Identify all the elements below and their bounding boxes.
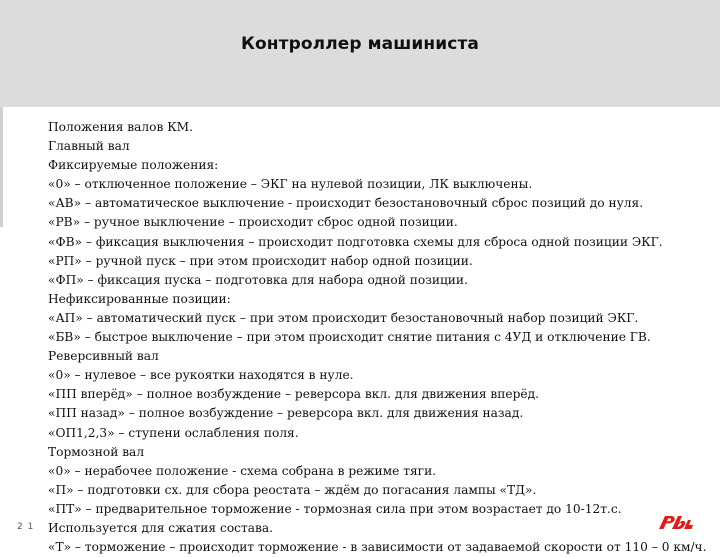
body-line: «ФП» – фиксация пуска – подготовка для набора одной позиции. (48, 272, 468, 287)
body-line: «РП» – ручной пуск – при этом происходит набор одной позиции. (48, 253, 473, 268)
body-line: Реверсивный вал (48, 349, 159, 364)
body-line: «ПП назад» – полное возбуждение – реверсора вкл. для движения назад. (48, 406, 524, 421)
body-line: Главный вал (48, 139, 130, 154)
body-line: «0» – нерабочее положение - схема собрана в режиме тяги. (48, 463, 437, 478)
body-line: Нефиксированные позиции: (48, 291, 231, 306)
body-line: «ОП1,2,3» – ступени ослабления поля. (48, 425, 299, 440)
body-line: Используется для сжатия состава. (48, 520, 273, 535)
body-line: «БВ» – быстрое выключение – при этом происходит снятие питания с 4УД и отключение ГВ. (48, 330, 651, 345)
body-line: «ПТ» – предварительное торможение - тормозная сила при этом возрастает до 10-12т.с. (48, 501, 622, 516)
body-line: «АП» – автоматический пуск – при этом происходит безостановочный набор позиций ЭКГ. (48, 310, 639, 325)
body-line: «0» – нулевое – все рукоятки находятся в нуле. (48, 368, 354, 383)
slide-body (48, 118, 708, 557)
rzd-logo-icon (657, 513, 695, 531)
left-divider (0, 107, 3, 227)
body-line: «ПП вперёд» – полное возбуждение – реверсора вкл. для движения вперёд. (48, 387, 540, 402)
body-line: «П» – подготовки сх. для сбора реостата – ждём до погасания лампы «ТД». (48, 482, 537, 497)
body-line: Тормозной вал (48, 444, 145, 459)
body-line: Фиксируемые положения: (48, 158, 219, 173)
body-line: Положения валов КМ. (48, 120, 194, 134)
body-line: «РВ» – ручное выключение – происходит сброс одной позиции. (48, 215, 458, 230)
body-line: «ФВ» – фиксация выключения – происходит подготовка схемы для сброса одной позиции ЭКГ. (48, 234, 663, 249)
slide-title: Контроллер машиниста (241, 34, 479, 54)
page-number: 2 1 (17, 522, 35, 532)
body-line: «0» – отключенное положение – ЭКГ на нулевой позиции, ЛК выключены. (48, 177, 533, 192)
body-line: «АВ» – автоматическое выключение - происходит безостановочный сброс позиций до нуля. (48, 196, 644, 211)
body-line: «Т» – торможение – происходит торможение - в зависимости от задаваемой скорости от 110 – 0 км/ч. (48, 540, 707, 555)
